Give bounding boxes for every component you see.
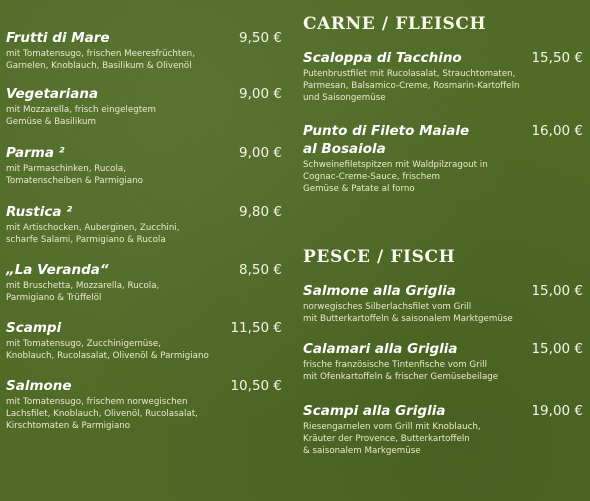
item-name: Calamari alla Griglia bbox=[303, 341, 458, 357]
menu-item-scampi bbox=[6, 319, 282, 362]
menu-item-salmone bbox=[6, 377, 282, 432]
item-price: 11,50 € bbox=[230, 320, 282, 336]
menu-item-punto-di-fileto-maiale bbox=[303, 122, 583, 195]
item-description: mit Bruschetta, Mozzarella, Rucola, Parmigiano & Trüffelöl bbox=[6, 281, 160, 303]
item-price: 8,50 € bbox=[239, 262, 282, 278]
item-price: 9,80 € bbox=[239, 204, 282, 220]
item-description: Schweinefiletspitzen mit Waldpilzragout in Cognac-Creme-Sauce, frischem Gemüse & Patate al forno bbox=[303, 160, 488, 194]
item-description: mit Tomatensugo, Zucchinigemüse, Knoblauch, Rucolasalat, Olivenöl & Parmigiano bbox=[6, 339, 209, 361]
item-name: Rustica ² bbox=[6, 204, 73, 220]
menu-item-frutti-di-mare bbox=[6, 29, 282, 72]
item-price: 9,50 € bbox=[239, 30, 282, 46]
item-price: 15,00 € bbox=[531, 283, 583, 299]
menu-item-la-veranda bbox=[6, 261, 282, 304]
item-price: 15,00 € bbox=[531, 341, 583, 357]
item-name: Parma ² bbox=[6, 145, 65, 161]
item-price: 19,00 € bbox=[531, 403, 583, 419]
item-name: Scampi alla Griglia bbox=[303, 403, 446, 419]
menu-item-calamari-alla-griglia bbox=[303, 340, 583, 383]
menu-item-parma bbox=[6, 144, 282, 187]
menu-item-vegetariana bbox=[6, 85, 282, 128]
section-title-pesce: PESCE / FISCH bbox=[303, 247, 456, 267]
item-price: 9,00 € bbox=[239, 145, 282, 161]
item-description: norwegisches Silberlachsfilet vom Grill mit Butterkartoffeln & saisonalem Marktgemüse bbox=[303, 302, 513, 324]
item-name: Vegetariana bbox=[6, 86, 99, 102]
item-name: Scampi bbox=[6, 320, 62, 336]
item-description: mit Tomatensugo, frischen Meeresfrüchten, Garnelen, Knoblauch, Basilikum & Olivenöl bbox=[6, 49, 195, 71]
item-name: Salmone alla Griglia bbox=[303, 283, 456, 299]
item-description: Riesengarnelen vom Grill mit Knoblauch, Kräuter der Provence, Butterkartoffeln & saisonalem Markgemüse bbox=[303, 422, 481, 456]
item-name: Scaloppa di Tacchino bbox=[303, 50, 462, 66]
item-description: mit Mozzarella, frisch eingelegtem Gemüse & Basilikum bbox=[6, 105, 156, 127]
item-description: Putenbrustfilet mit Rucolasalat, Strauchtomaten, Parmesan, Balsamico-Creme, Rosmarin-Kartoffeln und Saisongemüse bbox=[303, 69, 520, 103]
menu-item-salmone-alla-griglia bbox=[303, 282, 583, 325]
item-price: 16,00 € bbox=[531, 123, 583, 139]
item-price: 15,50 € bbox=[531, 50, 583, 66]
item-name: „La Veranda“ bbox=[6, 262, 109, 278]
item-price: 9,00 € bbox=[239, 86, 282, 102]
item-name: Salmone bbox=[6, 378, 72, 394]
section-title-carne: CARNE / FLEISCH bbox=[303, 14, 487, 34]
item-description: mit Parmaschinken, Rucola, Tomatenscheiben & Parmigiano bbox=[6, 164, 143, 186]
menu-item-scaloppa-di-tacchino bbox=[303, 49, 583, 104]
item-name: Frutti di Mare bbox=[6, 30, 110, 46]
item-name: Punto di Fileto Maiale al Bosaiola bbox=[303, 123, 470, 157]
item-description: frische französische Tintenfische vom Grill mit Ofenkartoffeln & frischer Gemüsebeilage bbox=[303, 360, 499, 382]
menu-item-rustica bbox=[6, 203, 282, 246]
menu-item-scampi-alla-griglia bbox=[303, 402, 583, 457]
item-description: mit Tomatensugo, frischem norwegischen Lachsfilet, Knoblauch, Olivenöl, Rucolasalat, Kirschtomaten & Parmigiano bbox=[6, 397, 198, 431]
item-price: 10,50 € bbox=[230, 378, 282, 394]
item-description: mit Artischocken, Auberginen, Zucchini, scharfe Salami, Parmigiano & Rucola bbox=[6, 223, 180, 245]
